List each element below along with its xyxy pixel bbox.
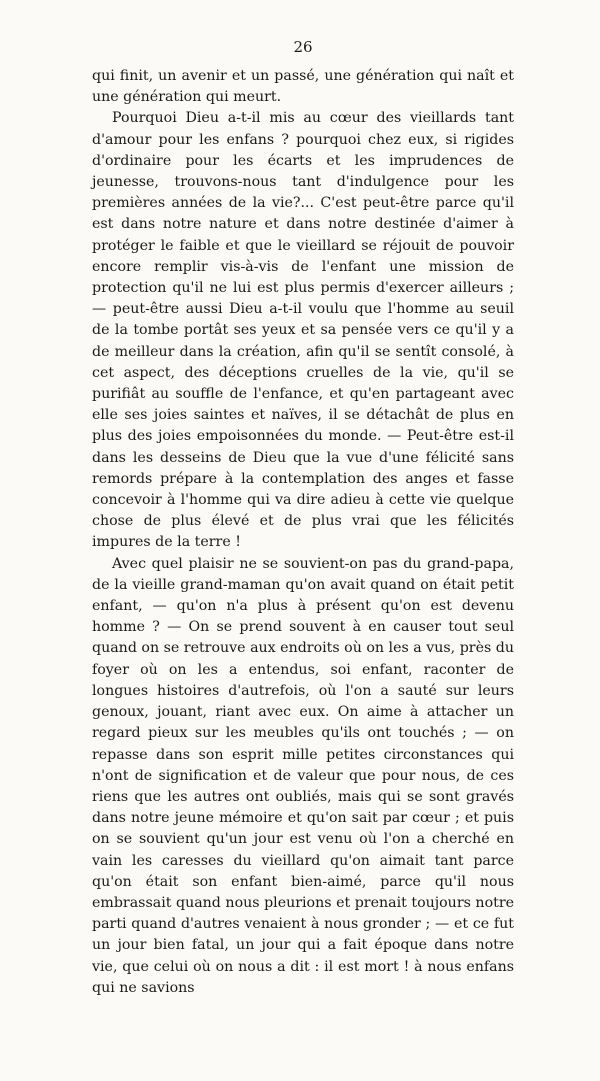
page-number: 26 [293,38,313,56]
paragraph: qui finit, un avenir et un passé, une génération qui naît et une génération qui meurt. [92,68,514,106]
paragraph: Avec quel plaisir ne se souvient-on pas du grand-papa, de la vieille grand-maman qu'on avait quand on était petit enfant, — qu'on n'a plus à présent qu'on est devenu homme ? — On se prend souvent à en causer tout seul quand on se retrouve aux endroits où on les a vus, près du foyer où on les a entendus, soi enfant, raconter de longues histoires d'autrefois, où l'on a sauté sur leurs genoux, jouant, riant avec eux. On aime à attacher un regard pieux sur les meubles qu'ils ont touchés ; — on repasse dans son esprit mille petites circonstances qui n'ont de signification et de valeur que pour nous, de ces riens que les autres ont oubliés, mais qui se sont gravés dans notre jeune mémoire et qu'on sait par cœur ; et puis on se souvient qu'un jour est venu où l'on a cherché en vain les caresses du vieillard qu'on aimait tant parce qu'on était son enfant bien-aimé, parce qu'il nous embrassait quand nous pleurions et prenait toujours notre parti quand d'autres venaient à nous gronder ; — et ce fut un jour bien fatal, un jour qui a fait époque dans notre vie, que celui où on nous a dit : il est mort ! à nous enfans qui ne savions [92,555,514,996]
text-block [92,66,514,999]
paragraph: Pourquoi Dieu a-t-il mis au cœur des vieillards tant d'amour pour les enfans ? pourquoi chez eux, si rigides d'ordinaire pour les écarts et les imprudences de jeunesse, trouvons-nous tant d'indulgence pour les premières années de la vie?... C'est peut-être parce qu'il est dans notre nature et dans notre destinée d'aimer à protéger le faible et que le vieillard se réjouit de pouvoir encore remplir vis-à-vis de l'enfant une mission de protection qu'il ne lui est plus permis d'exercer ailleurs ; — peut-être aussi Dieu a-t-il voulu que l'homme au seuil de la tombe portât ses yeux et sa pensée vers ce qu'il y a de meilleur dans la création, afin qu'il se sentît consolé, à cet aspect, des déceptions cruelles de la vie, qu'il se purifiât au souffle de l'enfance, et qu'en partageant avec elle ses joies saintes et naïves, il se détachât de plus en plus des joies empoisonnées du monde. — Peut-être est-il dans les desseins de Dieu que la vue d'une félicité sans remords prépare à la contemplation des anges et fasse concevoir à l'homme qui va dire adieu à cette vie quelque chose de plus élevé et de plus vrai que les félicités impures de la terre ! [92,110,514,551]
